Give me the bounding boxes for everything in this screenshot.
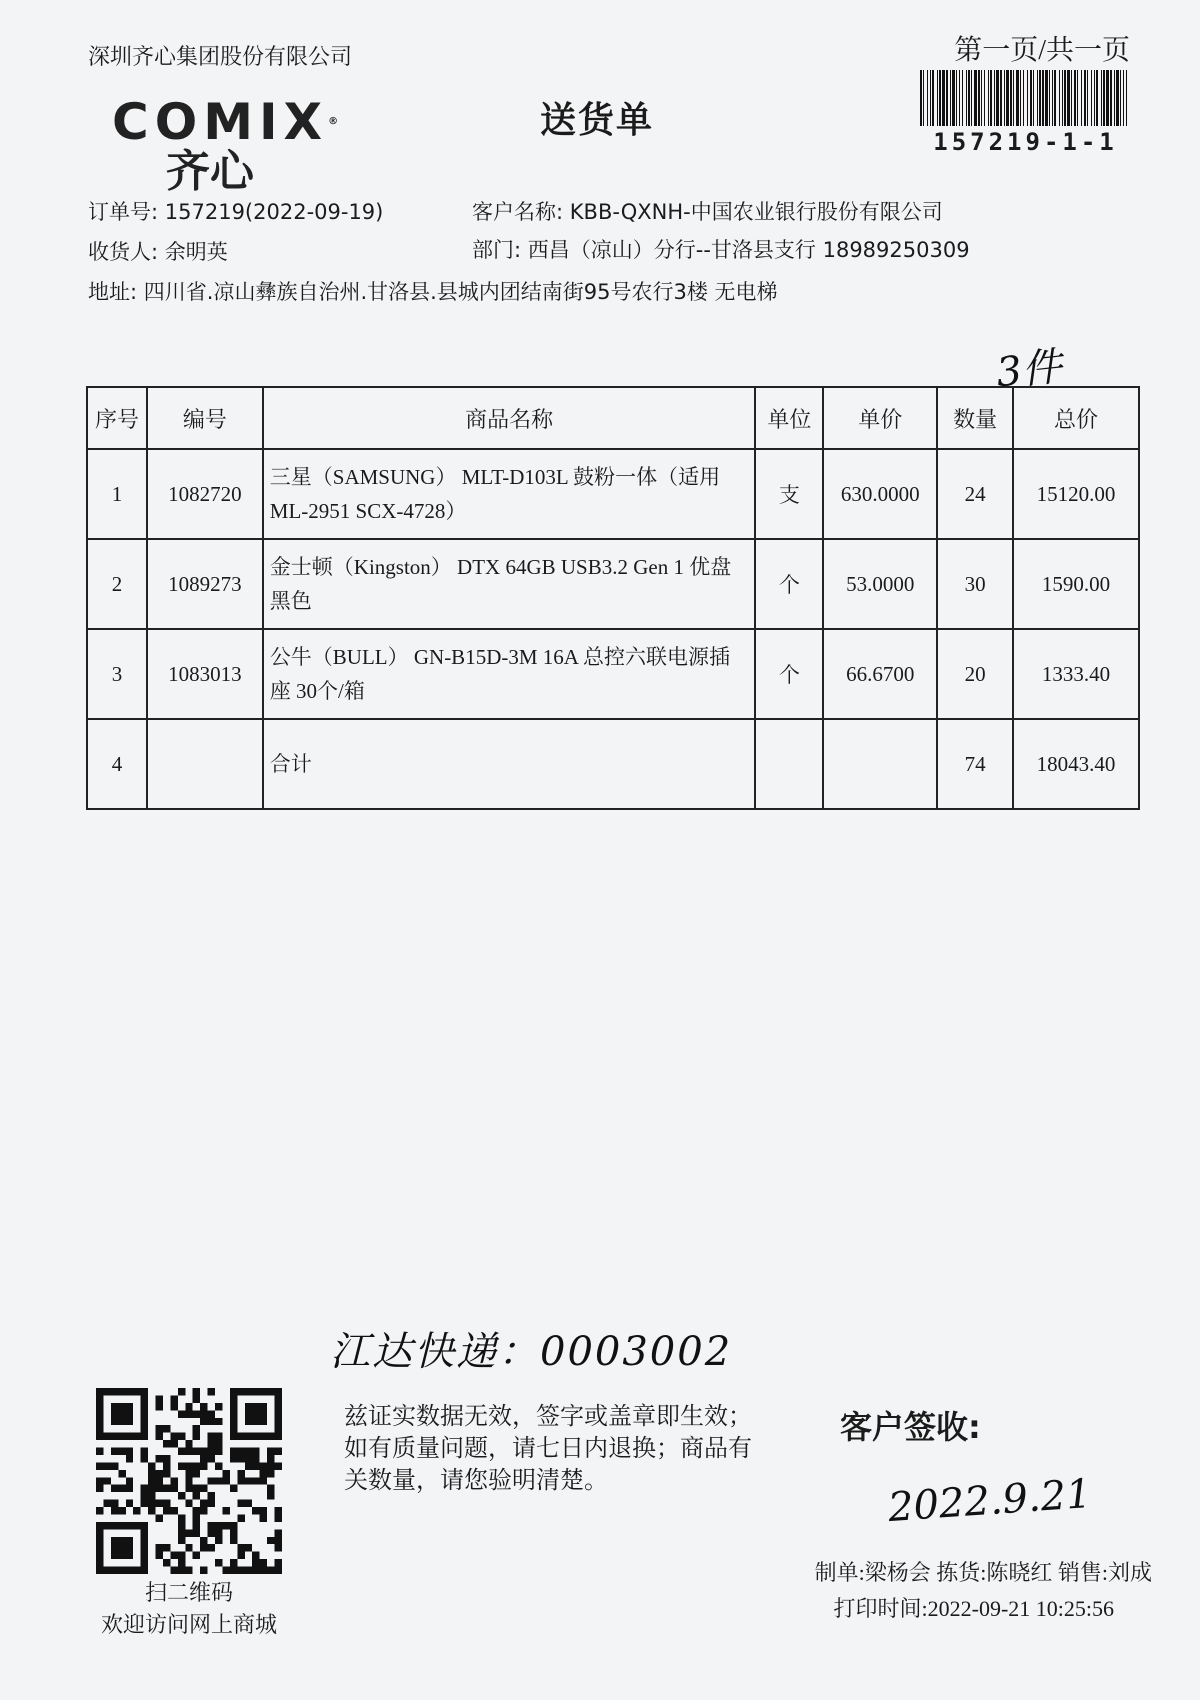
header-seq: 序号: [87, 387, 147, 449]
header-quantity: 数量: [937, 387, 1013, 449]
cell-quantity: 30: [937, 539, 1013, 629]
cell-total: 1590.00: [1013, 539, 1139, 629]
customer-name: [472, 196, 943, 226]
cell-unit: 个: [755, 629, 823, 719]
print-time: 打印时间:2022-09-21 10:25:56: [833, 1596, 1114, 1621]
department: [472, 234, 970, 264]
table-row: [87, 449, 1139, 539]
cell-unit-price: 53.0000: [823, 539, 937, 629]
barcode-number: 157219-1-1: [933, 128, 1118, 156]
dept-label: 部门:: [472, 238, 522, 262]
handwritten-sign-date: 2022.9.21: [886, 1470, 1093, 1532]
table-row: [87, 629, 1139, 719]
barcode-image: [918, 70, 1133, 126]
cell-unit: 支: [755, 449, 823, 539]
header-unit-price: 单价: [823, 387, 937, 449]
cell-seq: 2: [87, 539, 147, 629]
header-code: 编号: [147, 387, 263, 449]
cell-code: [147, 719, 263, 809]
cell-product-name: 金士顿（Kingston） DTX 64GB USB3.2 Gen 1 优盘 黑色: [263, 539, 756, 629]
cell-total-quantity: 74: [937, 719, 1013, 809]
document-title: 送货单: [540, 100, 655, 141]
company-name: 深圳齐心集团股份有限公司: [88, 45, 353, 70]
staff-line: 制单:梁杨会 拣货:陈晓红 销售:刘成: [814, 1560, 1152, 1585]
cell-unit: 个: [755, 539, 823, 629]
cell-total: 1333.40: [1013, 629, 1139, 719]
header-unit: 单位: [755, 387, 823, 449]
customer-label: 客户名称:: [472, 200, 564, 224]
receiver-label: 收货人:: [88, 240, 159, 264]
cell-seq: 4: [87, 719, 147, 809]
cell-grand-total: 18043.40: [1013, 719, 1139, 809]
logo-english: COMIX®: [112, 93, 345, 151]
header-product-name: 商品名称: [263, 387, 756, 449]
table-row: [87, 539, 1139, 629]
cell-product-name: 三星（SAMSUNG） MLT-D103L 鼓粉一体（适用ML-2951 SCX-4728）: [263, 449, 756, 539]
address-value: 四川省.凉山彝族自治州.甘洛县.县城内团结南街95号农行3楼 无电梯: [143, 280, 778, 304]
dept-value: 西昌（凉山）分行--甘洛县支行 18989250309: [527, 238, 970, 262]
order-value: 157219(2022-09-19): [164, 200, 384, 224]
order-label: 订单号:: [88, 200, 159, 224]
header-total: 总价: [1013, 387, 1139, 449]
cell-unit-price: 630.0000: [823, 449, 937, 539]
order-number: [88, 196, 383, 226]
items-table: [86, 386, 1140, 810]
cell-unit-price: [823, 719, 937, 809]
customer-sign-label: 客户签收:: [840, 1408, 981, 1446]
qr-caption: [84, 1578, 294, 1642]
cell-total: 15120.00: [1013, 449, 1139, 539]
cell-quantity: 20: [937, 629, 1013, 719]
cell-seq: 1: [87, 449, 147, 539]
cell-quantity: 24: [937, 449, 1013, 539]
cell-code: 1082720: [147, 449, 263, 539]
cell-total-label: 合计: [263, 719, 756, 809]
handwritten-express-note: 江达快递：0003002: [330, 1329, 733, 1375]
logo-chinese: 齐心: [166, 146, 254, 197]
address-label: 地址:: [88, 280, 138, 304]
cell-product-name: 公牛（BULL） GN-B15D-3M 16A 总控六联电源插座 30个/箱: [263, 629, 756, 719]
handwritten-pieces: 3件: [994, 343, 1065, 397]
qr-code-image: [96, 1388, 282, 1574]
cell-code: 1089273: [147, 539, 263, 629]
address: [88, 276, 778, 306]
table-total-row: [87, 719, 1139, 809]
cell-code: 1083013: [147, 629, 263, 719]
brand-logo: [112, 93, 345, 197]
table-header-row: [87, 387, 1139, 449]
page-number: 第一页/共一页: [954, 35, 1130, 66]
qr-caption-scan: 扫二维码: [144, 1581, 233, 1606]
receiver: [88, 236, 228, 266]
cell-unit: [755, 719, 823, 809]
qr-caption-mall: 欢迎访问网上商城: [100, 1613, 277, 1638]
customer-value: KBB-QXNH-中国农业银行股份有限公司: [569, 200, 943, 224]
receiver-value: 余明英: [164, 240, 228, 264]
cell-unit-price: 66.6700: [823, 629, 937, 719]
notice-text: 兹证实数据无效，签字或盖章即生效；如有质量问题，请七日内退换；商品有关数量，请您验明清楚。: [344, 1402, 752, 1494]
cell-seq: 3: [87, 629, 147, 719]
